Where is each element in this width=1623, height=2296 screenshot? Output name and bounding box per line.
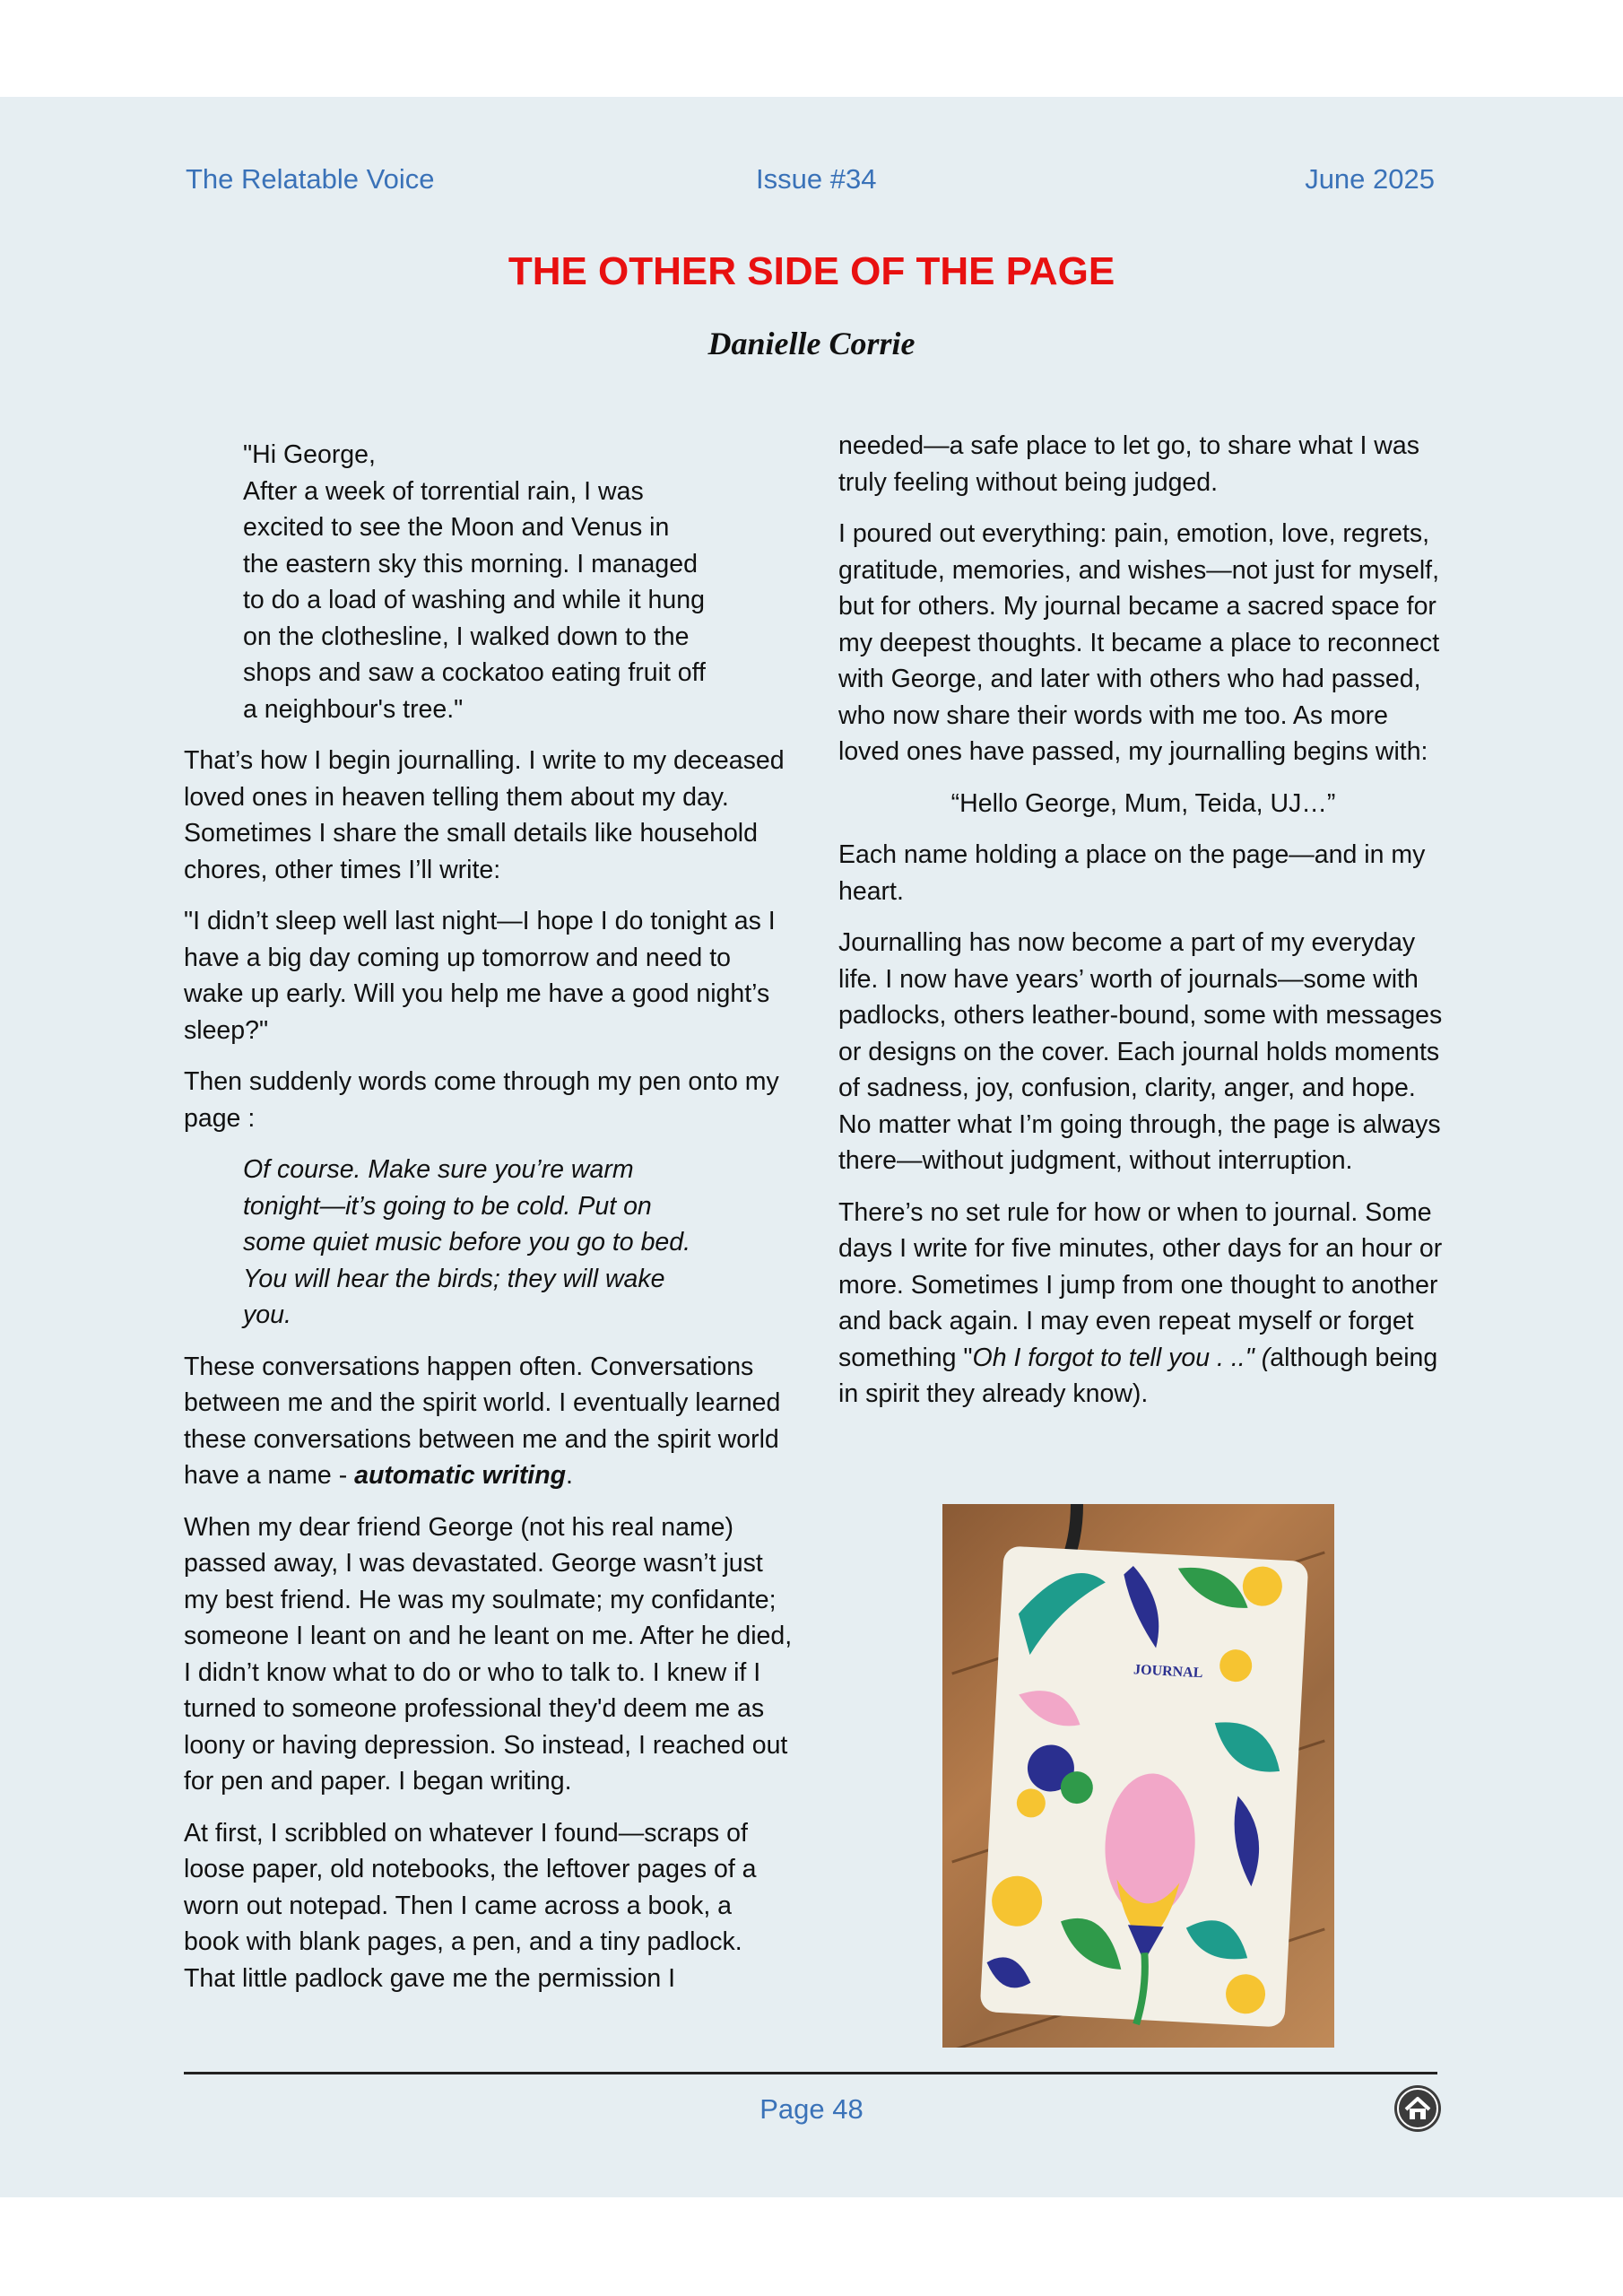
italic-aside: Oh I forgot to tell you . .." ( (972, 1343, 1271, 1372)
issue-date: June 2025 (1305, 163, 1435, 195)
paragraph: I poured out everything: pain, emotion, love, regrets, gratitude, memories, and wishes—not just for myself, but for others. My journal became a sacred space for my deepest thoughts. It became a place to reconnect with George, and later with others who had passed, who now share their words with me too. As more loved ones have passed, my journalling begins with: (838, 519, 1440, 766)
letter-line: shops and saw a cockatoo eating fruit off (243, 658, 706, 687)
paragraph-text: These conversations happen often. Conversations between me and the spirit world. I eventually learned these conversations between me and the spirit world have a name - (184, 1352, 781, 1490)
journal-cover-text: JOURNAL (1133, 1662, 1203, 1682)
paragraph: "I didn’t sleep well last night—I hope I do tonight as I have a big day coming up tomorrow and need to wake up early. Will you help me have a good night’s sleep?" (184, 907, 776, 1045)
right-column (838, 428, 1448, 1428)
home-icon (1394, 2085, 1441, 2132)
letter-line: the eastern sky this morning. I managed (243, 549, 698, 578)
paragraph: Journalling has now become a part of my everyday life. I now have years’ worth of journals—some with padlocks, others leather-bound, some with messages or designs on the cover. Each journal holds moments of sadness, joy, confusion, clarity, anger, and hope. No matter what I’m going through, the page is always there—without judgment, without interruption. (838, 928, 1443, 1175)
paragraph-end: . (566, 1461, 573, 1490)
journal-illustration (942, 1504, 1334, 2048)
spirit-line: some quiet music before you go to bed. (243, 1228, 691, 1257)
letter-line: a neighbour's tree." (243, 694, 464, 724)
journal-photo (942, 1504, 1334, 2048)
spirit-reply (184, 1152, 794, 1334)
article-title: THE OTHER SIDE OF THE PAGE (508, 249, 1115, 293)
letter-line: to do a load of washing and while it hung (243, 586, 705, 614)
paragraph: needed—a safe place to let go, to share what I was truly feeling without being judged. (838, 431, 1419, 497)
paragraph: When my dear friend George (not his real name) passed away, I was devastated. George wasn’t just my best friend. He was my soulmate; my confidante; someone I leant on and he leant on me. After he died, I didn’t know what to do or who to talk to. I knew if I turned to someone professional they'd deem me as loony or having depression. So instead, I reached out for pen and paper. I began writing. (184, 1512, 793, 1796)
paragraph (184, 1349, 794, 1494)
paragraph: At first, I scribbled on whatever I found—scraps of loose paper, old notebooks, the leftover pages of a worn out notepad. Then I came across a book, a book with blank pages, a pen, and a tiny padlock. That little padlock gave me the permission I (184, 1818, 757, 1993)
footer-divider (184, 2072, 1437, 2074)
paragraph-text: There’s no set rule for how or when to journal. Some days I write for five minutes, other days for an hour or more. Sometimes I jump from one thought to another and back again. I may even repeat myself or forget something " (838, 1197, 1443, 1372)
letter-quote (184, 437, 794, 727)
left-column (184, 437, 794, 2012)
paragraph-end: although being in spirit they already know). (838, 1343, 1438, 1408)
greeting-line: “Hello George, Mum, Teida, UJ…” (950, 788, 1336, 818)
page-number: Page 48 (759, 2093, 864, 2125)
spirit-line: You will hear the birds; they will wake (243, 1264, 665, 1293)
paragraph: Then suddenly words come through my pen onto my page : (184, 1067, 779, 1133)
letter-line: on the clothesline, I walked down to the (243, 622, 690, 651)
spirit-line: tonight—it’s going to be cold. Put on (243, 1191, 652, 1221)
paragraph (838, 1195, 1448, 1413)
issue-number: Issue #34 (756, 163, 877, 195)
spirit-line: Of course. Make sure you’re warm (243, 1155, 634, 1184)
letter-line: excited to see the Moon and Venus in (243, 513, 670, 542)
home-button[interactable] (1394, 2085, 1441, 2132)
paragraph: Each name holding a place on the page—and in my heart. (838, 840, 1426, 906)
article-author: Danielle Corrie (707, 326, 916, 361)
emphasis-term: automatic writing (354, 1461, 567, 1490)
paragraph: That’s how I begin journalling. I write to my deceased loved ones in heaven telling them about my day. Sometimes I share the small details like household chores, other times I’ll write: (184, 746, 785, 884)
spirit-line: you. (243, 1300, 291, 1329)
letter-line: "Hi George, (243, 440, 376, 469)
letter-line: After a week of torrential rain, I was (243, 476, 644, 506)
publication-name: The Relatable Voice (186, 163, 435, 195)
